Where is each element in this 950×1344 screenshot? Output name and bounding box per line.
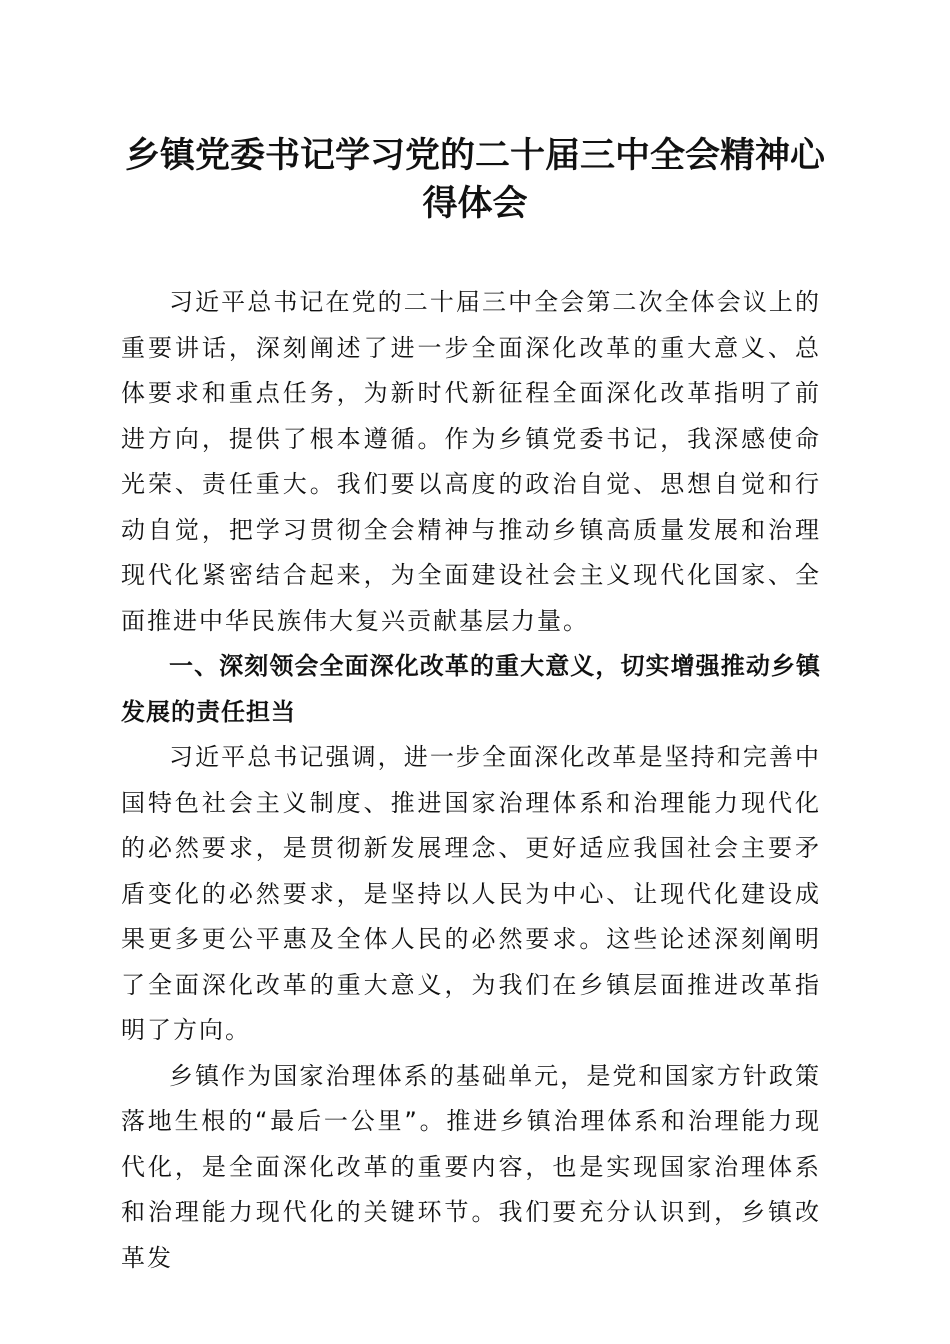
- document-body: [121, 280, 821, 1281]
- paragraph-intro: 习近平总书记在党的二十届三中全会第二次全体会议上的重要讲话，深刻阐述了进一步全面深化改革的重大意义、总体要求和重点任务，为新时代新征程全面深化改革指明了前进方向，提供了根本遵循。作为乡镇党委书记，我深感使命光荣、责任重大。我们要以高度的政治自觉、思想自觉和行动自觉，把学习贯彻全会精神与推动乡镇高质量发展和治理现代化紧密结合起来，为全面建设社会主义现代化国家、全面推进中华民族伟大复兴贡献基层力量。: [121, 288, 821, 635]
- section-heading-1: 一、深刻领会全面深化改革的重大意义，切实增强推动乡镇发展的责任担当: [121, 652, 821, 726]
- paragraph-significance: 习近平总书记强调，进一步全面深化改革是坚持和完善中国特色社会主义制度、推进国家治理体系和治理能力现代化的必然要求，是贯彻新发展理念、更好适应我国社会主要矛盾变化的必然要求，是坚持以人民为中心、让现代化建设成果更多更公平惠及全体人民的必然要求。这些论述深刻阐明了全面深化改革的重大意义，为我们在乡镇层面推进改革指明了方向。: [121, 743, 821, 1044]
- paragraph-township-role: 乡镇作为国家治理体系的基础单元，是党和国家方针政策落地生根的“最后一公里”。推进乡镇治理体系和治理能力现代化，是全面深化改革的重要内容，也是实现国家治理体系和治理能力现代化的关键环节。我们要充分认识到，乡镇改革发: [121, 1061, 821, 1272]
- document-title: 乡镇党委书记学习党的二十届三中全会精神心得体会: [124, 135, 825, 224]
